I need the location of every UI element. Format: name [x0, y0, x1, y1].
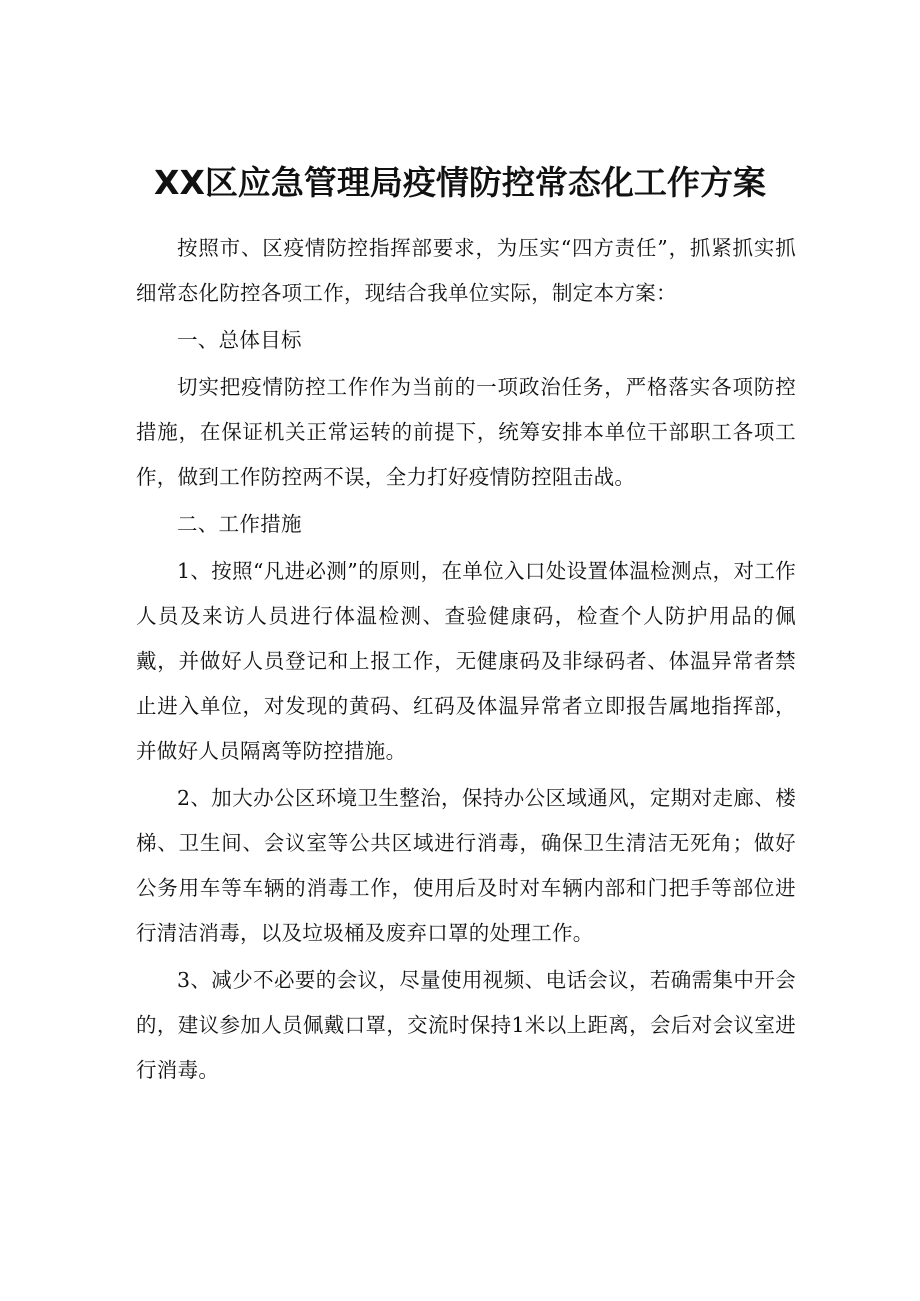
measure-item-1: 1、按照“凡进必测”的原则，在单位入口处设置体温检测点，对工作人员及来访人员进行体温检测、查验健康码，检查个人防护用品的佩戴，并做好人员登记和上报工作，无健康码及非绿码者、体温异常者禁止进入单位，对发现的黄码、红码及体温异常者立即报告属地指挥部，并做好人员隔离等防控措施。 — [136, 559, 796, 763]
overall-goal-paragraph: 切实把疫情防控工作作为当前的一项政治任务，严格落实各项防控措施，在保证机关正常运转的前提下，统筹安排本单位干部职工各项工作，做到工作防控两不误，全力打好疫情防控阻击战。 — [136, 375, 796, 489]
document-body — [136, 226, 796, 1095]
document-title: XX区应急管理局疫情防控常态化工作方案 — [154, 163, 766, 202]
intro-paragraph: 按照市、区疫情防控指挥部要求，为压实“四方责任”，抓紧抓实抓细常态化防控各项工作，现结合我单位实际，制定本方案： — [136, 236, 796, 305]
section-heading-measures: 二、工作措施 — [177, 512, 302, 536]
measure-item-2: 2、加大办公区环境卫生整治，保持办公区域通风，定期对走廊、楼梯、卫生间、会议室等公共区域进行消毒，确保卫生清洁无死角；做好公务用车等车辆的消毒工作，使用后及时对车辆内部和门把手等部位进行清洁消毒，以及垃圾桶及废弃口罩的处理工作。 — [136, 786, 796, 945]
section-heading-overall-goal: 一、总体目标 — [177, 328, 302, 352]
measure-item-3: 3、减少不必要的会议，尽量使用视频、电话会议，若确需集中开会的，建议参加人员佩戴口罩，交流时保持1米以上距离，会后对会议室进行消毒。 — [136, 968, 796, 1082]
